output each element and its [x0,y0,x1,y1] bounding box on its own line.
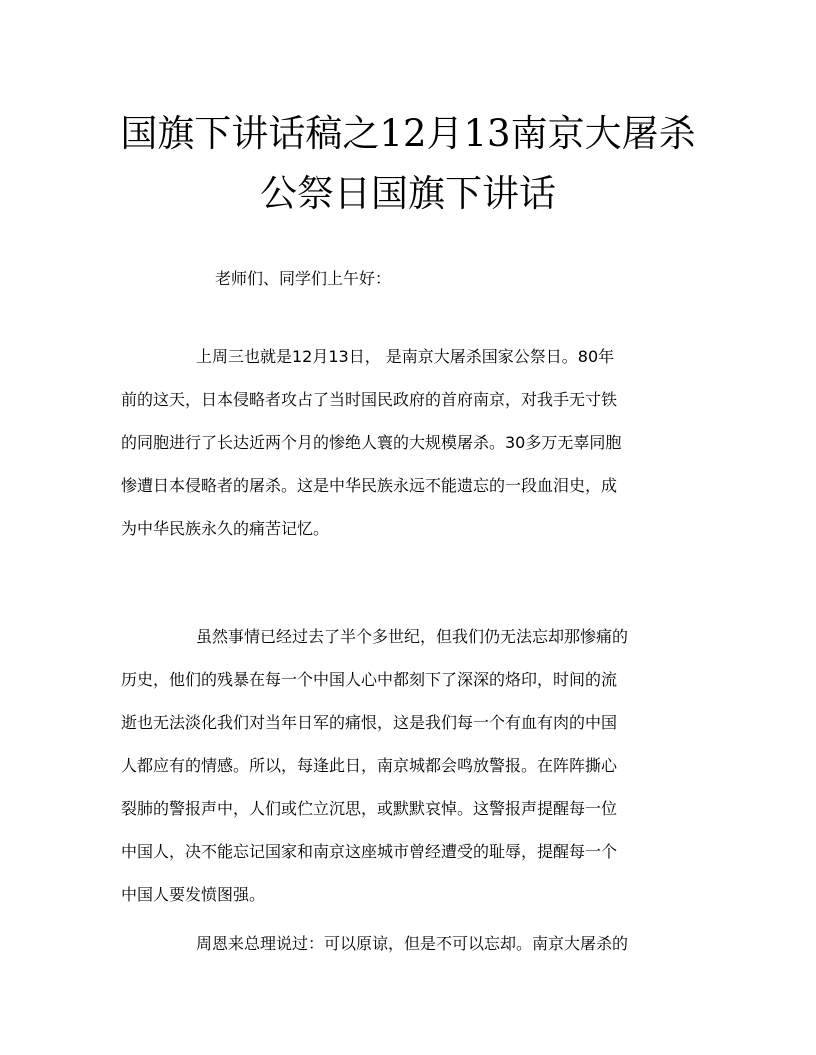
paragraph-line: 的同胞进行了长达近两个月的惨绝人寰的大规模屠杀。30多万无辜同胞 [121,433,622,452]
paragraph-line: 前的这天，日本侵略者攻占了当时国民政府的首府南京，对我手无寸铁 [121,390,618,409]
paragraph-line: 人都应有的情感。所以，每逢此日，南京城都会鸣放警报。在阵阵撕心 [121,756,618,775]
paragraph-line: 逝也无法淡化我们对当年日军的痛恨，这是我们每一个有血有肉的中国 [121,713,618,732]
paragraph-line: 中国人，决不能忘记国家和南京这座城市曾经遭受的耻辱，提醒每一个 [121,842,618,861]
document-title-line-1: 国旗下讲话稿之12月13南京大屠杀 [120,112,696,155]
paragraph-line: 虽然事情已经过去了半个多世纪，但我们仍无法忘却那惨痛的 [196,627,629,646]
paragraph-line: 上周三也就是12月13日， 是南京大屠杀国家公祭日。80年 [196,347,615,366]
paragraph-line: 裂肺的警报声中，人们或伫立沉思，或默默哀悼。这警报声提醒每一位 [121,799,618,818]
paragraph-line: 历史，他们的残暴在每一个中国人心中都刻下了深深的烙印，时间的流 [121,670,618,689]
greeting: 老师们、同学们上午好： [215,269,392,288]
paragraph-line: 中国人要发愤图强。 [121,885,266,904]
document-title-line-2: 公祭日国旗下讲话 [260,172,556,215]
paragraph-line: 惨遭日本侵略者的屠杀。这是中华民族永远不能遗忘的一段血泪史，成 [121,476,618,495]
paragraph-line: 周恩来总理说过：可以原谅，但是不可以忘却。南京大屠杀的 [196,934,629,953]
paragraph-line: 为中华民族永久的痛苦记忆。 [121,519,330,538]
